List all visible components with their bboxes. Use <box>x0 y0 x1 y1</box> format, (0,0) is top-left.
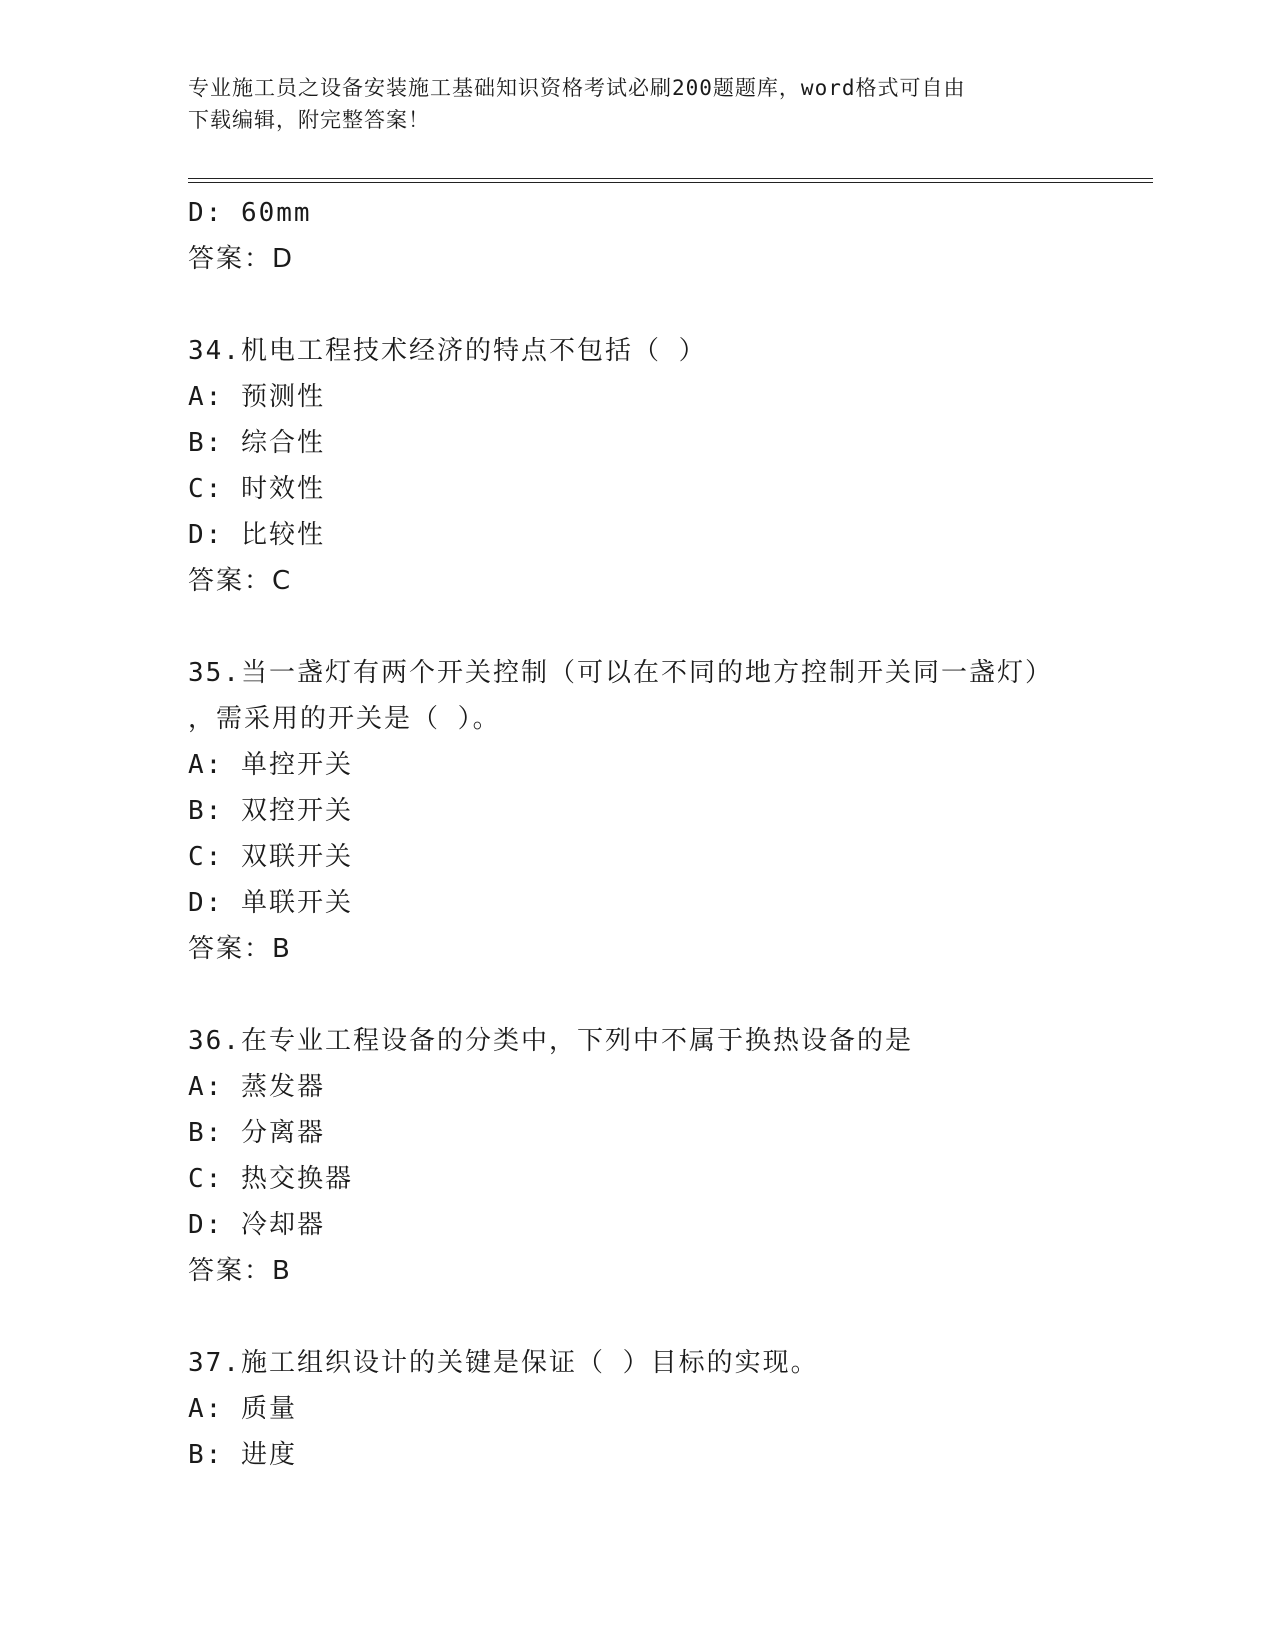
question-34-option-c: C: 时效性 <box>188 474 325 504</box>
question-37-stem: 37.施工组织设计的关键是保证（ ）目标的实现。 <box>188 1348 819 1378</box>
question-34-option-d: D: 比较性 <box>188 520 325 550</box>
question-36-option-a: A: 蒸发器 <box>188 1072 325 1102</box>
question-36-option-d: D: 冷却器 <box>188 1210 325 1240</box>
header-divider-top <box>188 178 1153 179</box>
option-d: D: 60mm <box>188 198 312 228</box>
question-35-option-d: D: 单联开关 <box>188 888 353 918</box>
question-34-answer: 答案：C <box>188 566 293 596</box>
document-header <box>188 72 1088 136</box>
question-list <box>188 190 1153 1478</box>
spacer <box>188 604 1153 650</box>
question-36-answer: 答案：B <box>188 1256 292 1286</box>
header-divider-bottom <box>188 182 1153 183</box>
question-37-option-b: B: 进度 <box>188 1440 297 1470</box>
question-34-option-b: B: 综合性 <box>188 428 325 458</box>
spacer <box>188 1294 1153 1340</box>
question-35-stem-line-1: 35.当一盏灯有两个开关控制（可以在不同的地方控制开关同一盏灯） <box>188 658 1053 688</box>
question-36-stem: 36.在专业工程设备的分类中，下列中不属于换热设备的是 <box>188 1026 913 1056</box>
question-36-option-c: C: 热交换器 <box>188 1164 353 1194</box>
question-37-option-a: A: 质量 <box>188 1394 297 1424</box>
header-title-line-1: 专业施工员之设备安装施工基础知识资格考试必刷200题题库，word格式可自由 <box>188 76 966 100</box>
question-35-answer: 答案：B <box>188 934 292 964</box>
header-title-line-2: 下载编辑，附完整答案！ <box>188 108 430 132</box>
question-35-option-c: C: 双联开关 <box>188 842 353 872</box>
question-34-stem: 34.机电工程技术经济的特点不包括（ ） <box>188 336 707 366</box>
question-35-option-a: A: 单控开关 <box>188 750 353 780</box>
question-35-stem-line-2: ，需采用的开关是（ ）。 <box>188 704 501 734</box>
question-35-option-b: B: 双控开关 <box>188 796 353 826</box>
answer: 答案：D <box>188 244 295 274</box>
spacer <box>188 282 1153 328</box>
question-36-option-b: B: 分离器 <box>188 1118 325 1148</box>
spacer <box>188 972 1153 1018</box>
question-34-option-a: A: 预测性 <box>188 382 325 412</box>
